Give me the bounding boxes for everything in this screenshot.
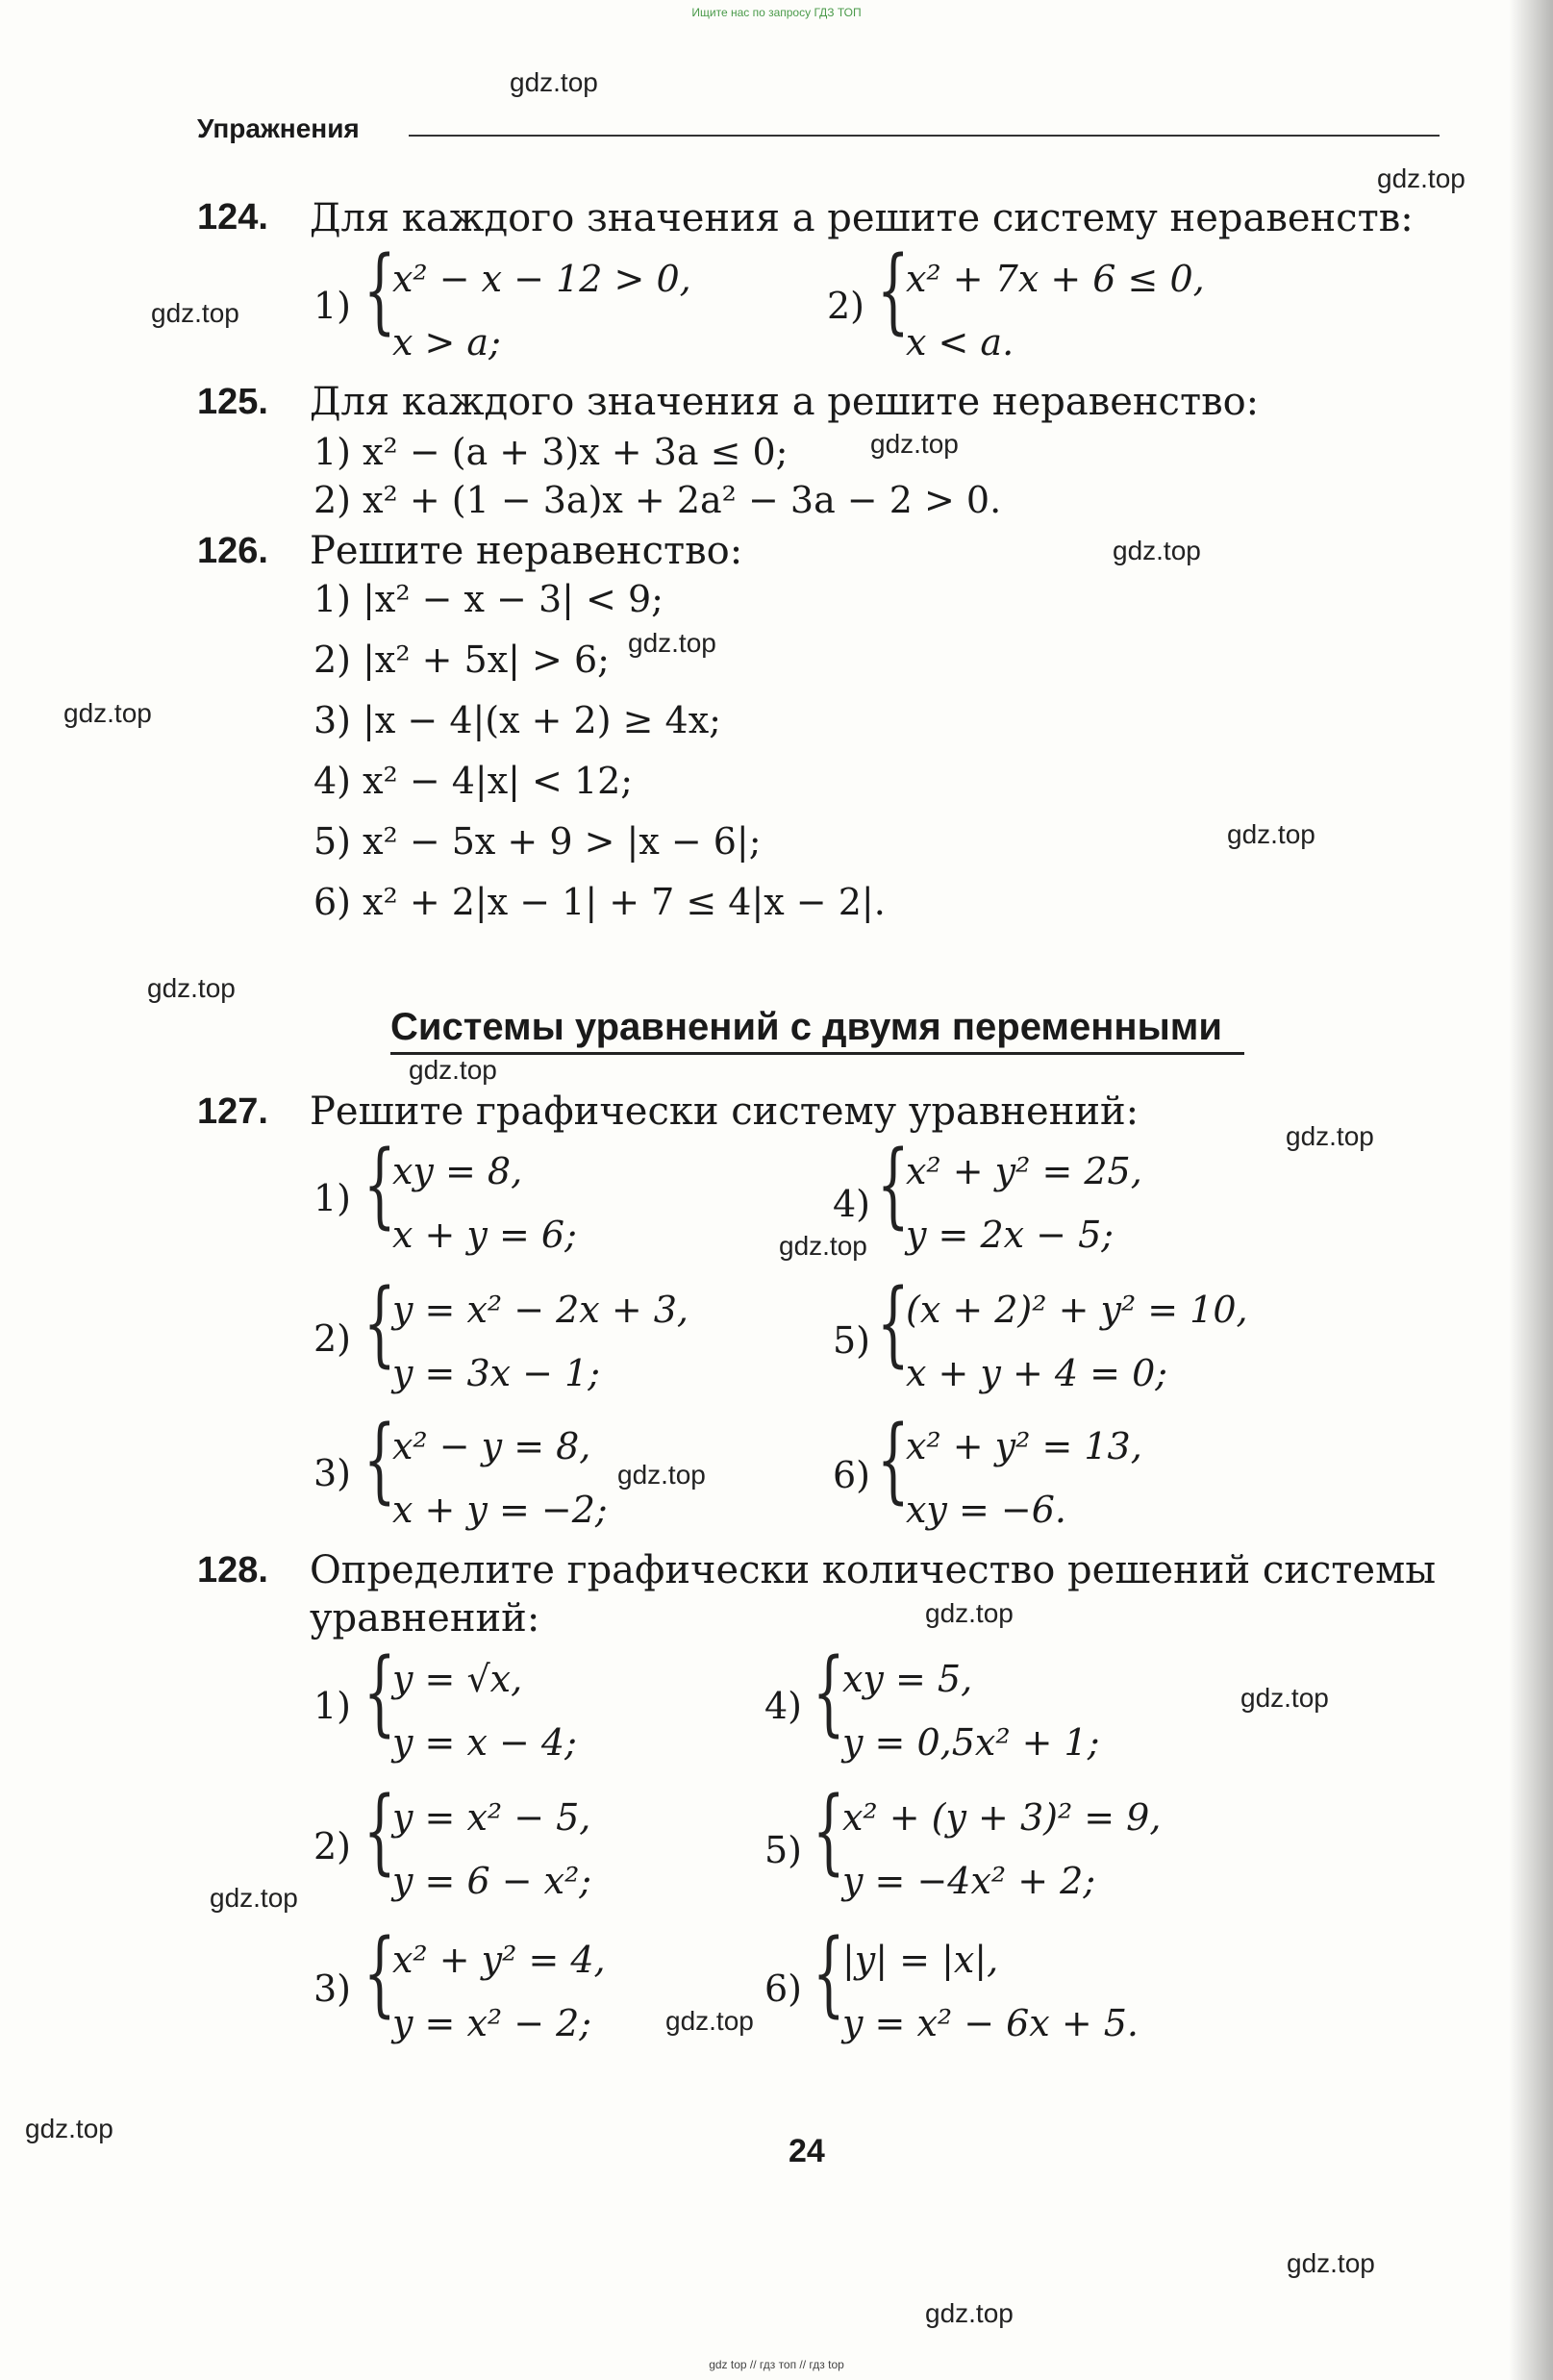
system-line: y = x² − 5, [392,1796,591,1839]
task-item: 4) x² − 4|x| < 12; [313,760,634,802]
item-label: 1) [313,1177,352,1219]
task-text: Определите графически количество решений системы [310,1548,1437,1592]
section-subtitle: Системы уравнений с двумя переменными [390,1006,1222,1048]
watermark: gdz.top [925,1598,1014,1628]
task-item: 2) |x² + 5x| > 6; [313,639,610,681]
watermark: gdz.top [210,1883,298,1913]
system-line: y = −4x² + 2; [842,1860,1096,1902]
system-brace: { [363,1777,396,1885]
item-label: 5) [833,1319,871,1362]
system-brace: { [877,1131,910,1239]
task-text: Для каждого значения a решите неравенство: [310,380,1260,424]
watermark: gdz.top [510,67,598,97]
page-number: 24 [789,2133,825,2169]
watermark: gdz.top [1377,163,1465,193]
system-line: x < a. [906,321,1014,363]
system-brace: { [813,1919,845,2027]
system-line: xy = 5, [842,1658,973,1700]
watermark: gdz.top [1287,2248,1375,2278]
item-label: 2) [313,1317,352,1360]
item-label: 2) [827,285,865,327]
system-brace: { [877,1269,910,1377]
task-item: 1) x² − (a + 3)x + 3a ≤ 0; [313,431,789,473]
item-label: 1) [313,1685,352,1727]
bottom-note: gdz top // гдз топ // гдз top [709,2358,844,2371]
task-number: 128. [197,1550,268,1591]
system-line: y = x² − 2; [392,2002,592,2044]
system-brace: { [813,1639,845,1746]
task-item: 2) x² + (1 − 3a)x + 2a² − 3a − 2 > 0. [313,479,1002,521]
task-item: 6) x² + 2|x − 1| + 7 ≤ 4|x − 2|. [313,881,886,923]
system-line: y = 0,5x² + 1; [842,1721,1100,1764]
system-line: x > a; [392,321,501,363]
system-line: x² + y² = 25, [906,1150,1142,1192]
watermark: gdz.top [25,2114,113,2143]
watermark: gdz.top [665,2006,754,2036]
task-number: 124. [197,197,268,238]
system-line: y = √x, [392,1658,523,1700]
watermark: gdz.top [1113,536,1201,565]
item-label: 5) [764,1829,803,1871]
system-line: xy = −6. [906,1489,1066,1531]
task-item: 1) |x² − x − 3| < 9; [313,578,664,620]
task-number: 126. [197,531,268,571]
watermark: gdz.top [1240,1683,1329,1713]
system-brace: { [877,1406,910,1514]
watermark: gdz.top [1227,819,1315,849]
item-label: 6) [833,1454,871,1496]
system-brace: { [363,1406,396,1514]
watermark: gdz.top [151,298,239,328]
system-line: x² − y = 8, [392,1425,591,1467]
watermark: gdz.top [925,2298,1014,2328]
system-line: y = 6 − x²; [392,1860,592,1902]
task-item: 5) x² − 5x + 9 > |x − 6|; [313,820,762,863]
system-line: x + y = −2; [392,1489,608,1531]
watermark: gdz.top [1286,1121,1374,1151]
task-text: Решите графически систему уравнений: [310,1090,1140,1134]
system-line: x + y + 4 = 0; [906,1352,1168,1394]
item-label: 4) [764,1685,803,1727]
system-line: (x + 2)² + y² = 10, [906,1289,1248,1331]
task-item: 3) |x − 4|(x + 2) ≥ 4x; [313,699,721,741]
system-line: x² − x − 12 > 0, [392,258,691,300]
system-brace: { [813,1777,845,1885]
system-line: y = x² − 6x + 5. [842,2002,1139,2044]
system-line: y = 3x − 1; [392,1352,601,1394]
system-brace: { [363,1919,396,2027]
item-label: 6) [764,1967,803,2010]
item-label: 3) [313,1452,352,1494]
task-number: 125. [197,382,268,422]
watermark: gdz.top [63,698,152,728]
system-line: xy = 8, [392,1150,523,1192]
item-label: 2) [313,1825,352,1867]
system-line: x² + (y + 3)² = 9, [842,1796,1162,1839]
system-line: x + y = 6; [392,1214,577,1256]
system-line: y = x − 4; [392,1721,577,1764]
system-line: x² + y² = 4, [392,1939,606,1981]
system-brace: { [877,237,910,344]
system-brace: { [363,1269,396,1377]
system-brace: { [363,1131,396,1239]
watermark: gdz.top [628,628,716,658]
item-label: 3) [313,1967,352,2010]
watermark: gdz.top [870,429,959,459]
top-note: Ищите нас по запросу ГДЗ ТОП [691,6,862,19]
system-line: y = 2x − 5; [906,1214,1115,1256]
system-line: x² + 7x + 6 ≤ 0, [906,258,1205,300]
item-label: 4) [833,1183,871,1225]
task-text: Решите неравенство: [310,529,743,573]
page-edge-shadow [1509,0,1553,2380]
system-brace: { [363,237,396,344]
system-line: y = x² − 2x + 3, [392,1289,689,1331]
task-number: 127. [197,1091,268,1132]
system-line: x² + y² = 13, [906,1425,1142,1467]
system-line: |y| = |x|, [842,1939,999,1981]
task-text: Для каждого значения a решите систему неравенств: [310,196,1414,240]
system-brace: { [363,1639,396,1746]
watermark: gdz.top [147,973,236,1003]
section-header: Упражнения [197,113,360,143]
task-text: уравнений: [310,1596,540,1641]
watermark: gdz.top [409,1055,497,1085]
header-rule [409,135,1440,137]
subtitle-rule [390,1052,1244,1055]
item-label: 1) [313,285,352,327]
watermark: gdz.top [617,1460,706,1490]
watermark: gdz.top [779,1231,867,1261]
